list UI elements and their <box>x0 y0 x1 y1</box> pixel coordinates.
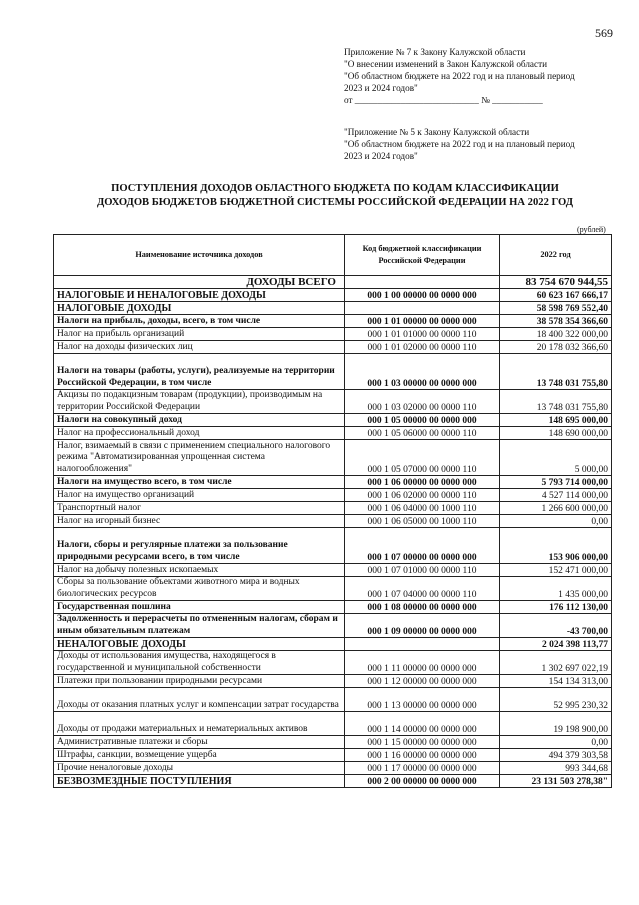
table-row <box>54 341 612 354</box>
table-row <box>54 476 612 489</box>
row-name: Доходы от продажи материальных и нематериальных активов <box>54 712 345 736</box>
row-amount: 154 134 313,00 <box>500 675 612 688</box>
table-row <box>54 276 612 289</box>
table-row <box>54 601 612 614</box>
revenue-table <box>53 234 612 788</box>
row-code: 000 1 07 04000 00 0000 110 <box>345 577 500 601</box>
row-code: 000 1 14 00000 00 0000 000 <box>345 712 500 736</box>
table-row <box>54 414 612 427</box>
row-name: НАЛОГОВЫЕ И НЕНАЛОГОВЫЕ ДОХОДЫ <box>54 289 345 302</box>
row-name: Административные платежи и сборы <box>54 736 345 749</box>
annex-line: 2023 и 2024 годов" <box>344 83 418 94</box>
row-code: 000 1 15 00000 00 0000 000 <box>345 736 500 749</box>
row-amount: 148 695 000,00 <box>500 414 612 427</box>
row-amount: 52 995 230,32 <box>500 688 612 712</box>
row-name: Налог на добычу полезных ископаемых <box>54 564 345 577</box>
row-name: Задолженность и перерасчеты по отмененным налогам, сборам и иным обязательным платежам <box>54 614 345 638</box>
row-amount: 5 000,00 <box>500 440 612 476</box>
document-title <box>30 182 639 209</box>
row-amount: 152 471 000,00 <box>500 564 612 577</box>
row-amount: 38 578 354 366,60 <box>500 315 612 328</box>
row-code: 000 1 03 00000 00 0000 000 <box>345 354 500 390</box>
annex-7-reference <box>344 46 634 106</box>
row-name: Налоги на имущество всего, в том числе <box>54 476 345 489</box>
row-code: 000 1 06 04000 00 1000 110 <box>345 502 500 515</box>
annex-line: "Приложение № 5 к Закону Калужской области <box>344 127 530 137</box>
row-name: Налоги на совокупный доход <box>54 414 345 427</box>
header-amount: 2022 год <box>500 235 612 276</box>
title-line-1: ПОСТУПЛЕНИЯ ДОХОДОВ ОБЛАСТНОГО БЮДЖЕТА ПО КОДАМ КЛАССИФИКАЦИИ <box>111 183 559 194</box>
annex-line: "Об областном бюджете на 2022 год и на плановый период <box>344 139 575 150</box>
row-code <box>345 638 500 651</box>
row-name: Акцизы по подакцизным товарам (продукции), производимым на территории Российской Федерации <box>54 390 345 414</box>
annex-line: 2023 и 2024 годов" <box>344 151 418 162</box>
row-code <box>345 302 500 315</box>
row-name: БЕЗВОЗМЕЗДНЫЕ ПОСТУПЛЕНИЯ <box>54 775 345 788</box>
row-amount: 148 690 000,00 <box>500 427 612 440</box>
table-row <box>54 577 612 601</box>
row-code: 000 1 05 06000 00 0000 110 <box>345 427 500 440</box>
table-row <box>54 515 612 528</box>
row-amount: 1 302 697 022,19 <box>500 651 612 675</box>
row-name: Доходы от оказания платных услуг и компенсации затрат государства <box>54 688 345 712</box>
row-code: 000 1 07 00000 00 0000 000 <box>345 528 500 564</box>
table-row <box>54 489 612 502</box>
table-row <box>54 675 612 688</box>
table-row <box>54 762 612 775</box>
row-amount: 0,00 <box>500 515 612 528</box>
row-name: Транспортный налог <box>54 502 345 515</box>
row-code: 000 1 06 05000 00 1000 110 <box>345 515 500 528</box>
row-code: 000 1 01 02000 00 0000 110 <box>345 341 500 354</box>
table-row <box>54 315 612 328</box>
table-row <box>54 712 612 736</box>
row-name: Налог на прибыль организаций <box>54 328 345 341</box>
page-number: 569 <box>595 26 613 40</box>
annex-5-reference <box>344 126 634 162</box>
annex-line: Приложение № 7 к Закону Калужской области <box>344 47 526 57</box>
row-code: 000 1 01 00000 00 0000 000 <box>345 315 500 328</box>
annex-line: "О внесении изменений в Закон Калужской области <box>344 59 548 70</box>
table-row <box>54 614 612 638</box>
row-amount: 1 435 000,00 <box>500 577 612 601</box>
row-code: 000 1 03 02000 00 0000 110 <box>345 390 500 414</box>
row-name: Государственная пошлина <box>54 601 345 614</box>
row-name: НАЛОГОВЫЕ ДОХОДЫ <box>54 302 345 315</box>
table-row <box>54 736 612 749</box>
row-amount: 13 748 031 755,80 <box>500 390 612 414</box>
row-name: Налоги на прибыль, доходы, всего, в том числе <box>54 315 345 328</box>
row-code: 000 1 00 00000 00 0000 000 <box>345 289 500 302</box>
units-label: (рублей) <box>577 225 606 234</box>
row-name: Налоги на товары (работы, услуги), реализуемые на территории Российской Федерации, в том числе <box>54 354 345 390</box>
row-amount: 4 527 114 000,00 <box>500 489 612 502</box>
row-amount: 83 754 670 944,55 <box>500 276 612 289</box>
row-amount: 5 793 714 000,00 <box>500 476 612 489</box>
row-amount: 1 266 600 000,00 <box>500 502 612 515</box>
row-code: 000 1 12 00000 00 0000 000 <box>345 675 500 688</box>
row-amount: 18 400 322 000,00 <box>500 328 612 341</box>
row-amount: 153 906 000,00 <box>500 528 612 564</box>
annex-line: от ___________________________ № ___________ <box>344 95 543 106</box>
row-code: 000 1 05 07000 00 0000 110 <box>345 440 500 476</box>
table-row <box>54 354 612 390</box>
table-row <box>54 390 612 414</box>
row-name: Сборы за пользование объектами животного мира и водных биологических ресурсов <box>54 577 345 601</box>
table-row <box>54 427 612 440</box>
row-code: 000 1 11 00000 00 0000 000 <box>345 651 500 675</box>
row-code: 000 1 08 00000 00 0000 000 <box>345 601 500 614</box>
row-name: Прочие неналоговые доходы <box>54 762 345 775</box>
header-code: Код бюджетной классификации Российской Федерации <box>345 235 500 276</box>
row-code <box>345 276 500 289</box>
row-amount: 993 344,68 <box>500 762 612 775</box>
table-row <box>54 302 612 315</box>
table-row <box>54 638 612 651</box>
row-name: Доходы от использования имущества, находящегося в государственной и муниципальной собственности <box>54 651 345 675</box>
row-name: Налог на имущество организаций <box>54 489 345 502</box>
header-name: Наименование источника доходов <box>54 235 345 276</box>
table-row <box>54 564 612 577</box>
table-row <box>54 289 612 302</box>
row-code: 000 2 00 00000 00 0000 000 <box>345 775 500 788</box>
row-code: 000 1 05 00000 00 0000 000 <box>345 414 500 427</box>
row-amount: 58 598 769 552,40 <box>500 302 612 315</box>
row-amount: 13 748 031 755,80 <box>500 354 612 390</box>
table-row <box>54 775 612 788</box>
row-name: Налог, взимаемый в связи с применением специального налогового режима "Автоматизированная упрощенная система налогообложения" <box>54 440 345 476</box>
row-amount: 19 198 900,00 <box>500 712 612 736</box>
row-code: 000 1 13 00000 00 0000 000 <box>345 688 500 712</box>
row-name: НЕНАЛОГОВЫЕ ДОХОДЫ <box>54 638 345 651</box>
annex-line: "Об областном бюджете на 2022 год и на плановый период <box>344 71 575 82</box>
row-amount: 0,00 <box>500 736 612 749</box>
table-row <box>54 440 612 476</box>
title-line-2: ДОХОДОВ БЮДЖЕТОВ БЮДЖЕТНОЙ СИСТЕМЫ РОССИЙСКОЙ ФЕДЕРАЦИИ НА 2022 ГОД <box>97 196 573 208</box>
row-name: Штрафы, санкции, возмещение ущерба <box>54 749 345 762</box>
row-name: Платежи при пользовании природными ресурсами <box>54 675 345 688</box>
table-row <box>54 651 612 675</box>
row-code: 000 1 09 00000 00 0000 000 <box>345 614 500 638</box>
row-amount: 2 024 398 113,77 <box>500 638 612 651</box>
row-code: 000 1 07 01000 00 0000 110 <box>345 564 500 577</box>
row-name: ДОХОДЫ ВСЕГО <box>54 276 345 289</box>
row-code: 000 1 06 02000 00 0000 110 <box>345 489 500 502</box>
row-amount: -43 700,00 <box>500 614 612 638</box>
row-code: 000 1 01 01000 00 0000 110 <box>345 328 500 341</box>
table-row <box>54 328 612 341</box>
row-code: 000 1 16 00000 00 0000 000 <box>345 749 500 762</box>
row-name: Налог на игорный бизнес <box>54 515 345 528</box>
table-row <box>54 528 612 564</box>
table-row <box>54 502 612 515</box>
row-code: 000 1 06 00000 00 0000 000 <box>345 476 500 489</box>
row-amount: 176 112 130,00 <box>500 601 612 614</box>
row-name: Налоги, сборы и регулярные платежи за пользование природными ресурсами всего, в том числе <box>54 528 345 564</box>
table-row <box>54 688 612 712</box>
row-amount: 494 379 303,58 <box>500 749 612 762</box>
row-amount: 60 623 167 666,17 <box>500 289 612 302</box>
row-amount: 23 131 503 278,38" <box>500 775 612 788</box>
row-name: Налог на доходы физических лиц <box>54 341 345 354</box>
row-amount: 20 178 032 366,60 <box>500 341 612 354</box>
row-code: 000 1 17 00000 00 0000 000 <box>345 762 500 775</box>
table-header-row <box>54 235 612 276</box>
table-row <box>54 749 612 762</box>
row-name: Налог на профессиональный доход <box>54 427 345 440</box>
